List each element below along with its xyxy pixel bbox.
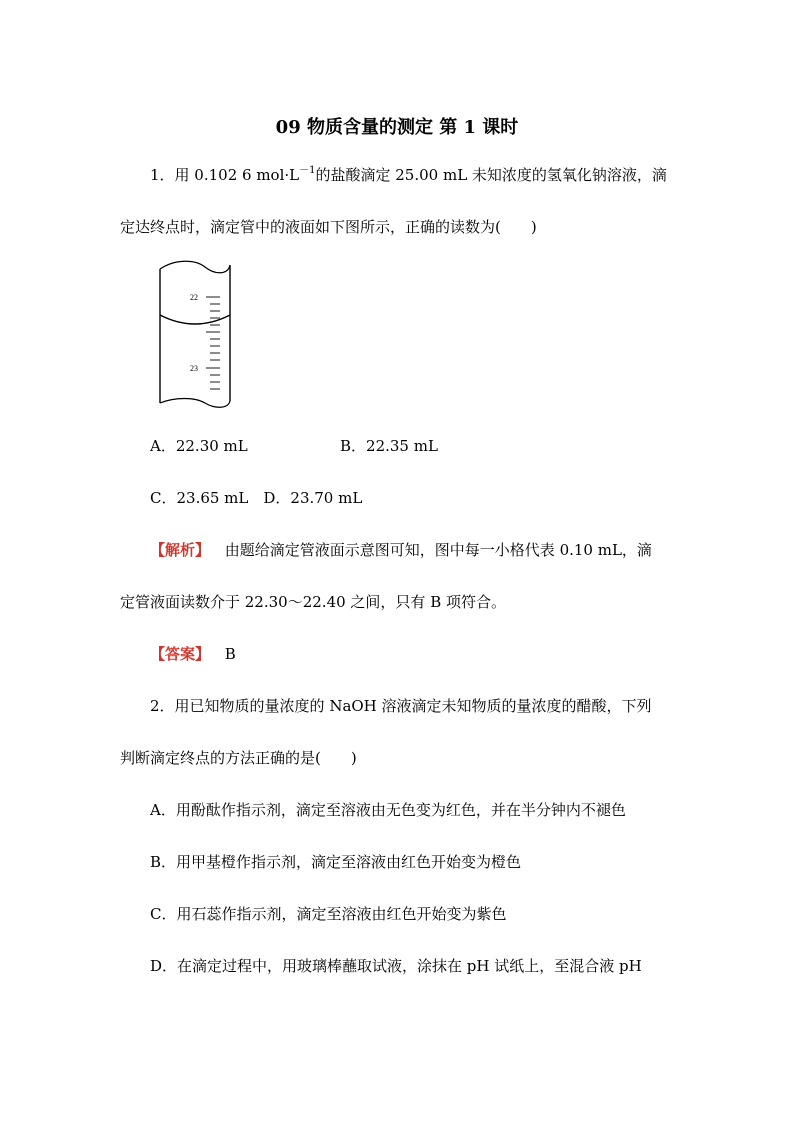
q2-option-d: D．在滴定过程中，用玻璃棒蘸取试液，涂抹在 pH 试纸上，至混合液 pH bbox=[150, 957, 642, 975]
page-title: 09 物质含量的测定 第 1 课时 bbox=[275, 117, 519, 138]
q2-option-a: A．用酚酞作指示剂，滴定至溶液由无色变为红色，并在半分钟内不褪色 bbox=[150, 801, 626, 819]
q2-stem-line1: 2．用已知物质的量浓度的 NaOH 溶液滴定未知物质的量浓度的醋酸，下列 bbox=[150, 697, 652, 715]
burette-figure bbox=[150, 255, 240, 415]
q1-stem-post: 的盐酸滴定 25.00 mL 未知浓度的氢氧化钠溶液，滴 bbox=[315, 166, 667, 184]
q1-option-a: A．22.30 mL bbox=[150, 437, 248, 455]
q1-analysis-line2: 定管液面读数介于 22.30～22.40 之间，只有 B 项符合。 bbox=[120, 593, 506, 611]
tick-label-23: 23 bbox=[190, 364, 198, 373]
analysis-tag: 【解析】 bbox=[150, 541, 211, 559]
q2-option-c: C．用石蕊作指示剂，滴定至溶液由红色开始变为紫色 bbox=[150, 905, 507, 923]
q1-stem-line1 bbox=[150, 165, 667, 185]
q1-stem-sup: －1 bbox=[299, 165, 316, 176]
q1-stem-pre: 1．用 0.102 6 mol·L bbox=[150, 166, 300, 184]
q1-stem-line2: 定达终点时，滴定管中的液面如下图所示，正确的读数为( ) bbox=[120, 218, 537, 236]
q1-option-b: B．22.35 mL bbox=[340, 437, 438, 455]
analysis-text-1: 由题给滴定管液面示意图可知，图中每一小格代表 0.10 mL，滴 bbox=[224, 541, 652, 559]
q1-analysis-line1 bbox=[150, 540, 652, 560]
q2-stem-line2: 判断滴定终点的方法正确的是( ) bbox=[120, 749, 357, 767]
q2-option-b: B．用甲基橙作指示剂，滴定至溶液由红色开始变为橙色 bbox=[150, 853, 522, 871]
q1-answer bbox=[150, 644, 236, 664]
tick-label-22: 22 bbox=[190, 293, 198, 302]
answer-text: B bbox=[224, 645, 236, 663]
answer-tag: 【答案】 bbox=[150, 645, 211, 663]
q1-option-cd: C．23.65 mL D．23.70 mL bbox=[150, 489, 363, 507]
